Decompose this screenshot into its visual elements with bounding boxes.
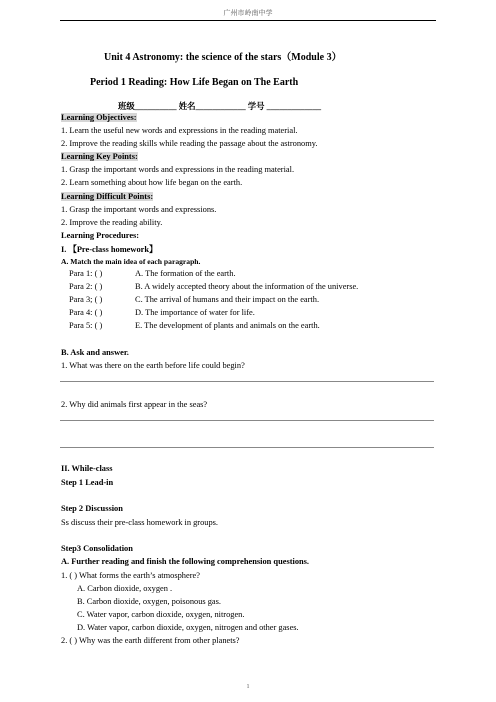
unit-title: Unit 4 Astronomy: the science of the stars（Module 3）: [104, 52, 342, 63]
match-option: D. The importance of water for life.: [135, 308, 255, 317]
answer-option: B. Carbon dioxide, oxygen, poisonous gas.: [77, 597, 221, 606]
question-text: 1. What was there on the earth before life could begin?: [61, 361, 245, 370]
key-point-item: 2. Learn something about how life began on the earth.: [61, 178, 243, 187]
question-text: 2. ( ) Why was the earth different from other planets?: [61, 636, 240, 645]
section-two-heading: II. While-class: [61, 464, 113, 473]
step-heading: Step3 Consolidation: [61, 544, 133, 553]
period-title: Period 1 Reading: How Life Began on The Earth: [90, 77, 299, 88]
step-text: Ss discuss their pre-class homework in groups.: [61, 518, 219, 527]
student-info-line: 班级__________ 姓名____________ 学号 _____________: [118, 102, 322, 111]
answer-line: [60, 420, 434, 421]
answer-option: A. Carbon dioxide, oxygen .: [77, 584, 173, 593]
match-para-label: Para 3; ( ): [69, 295, 103, 304]
step-heading: Step 2 Discussion: [61, 504, 123, 513]
answer-line: [60, 381, 434, 382]
answer-line: [60, 447, 434, 448]
answer-option: C. Water vapor, carbon dioxide, oxygen, nitrogen.: [77, 610, 245, 619]
difficult-point-item: 2. Improve the reading ability.: [61, 218, 163, 227]
match-option: E. The development of plants and animals on the earth.: [135, 321, 320, 330]
match-para-label: Para 1: ( ): [69, 269, 103, 278]
answer-option: D. Water vapor, carbon dioxide, oxygen, nitrogen and other gases.: [77, 623, 299, 632]
difficult-point-item: 1. Grasp the important words and expressions.: [61, 205, 217, 214]
match-option: C. The arrival of humans and their impact on the earth.: [135, 295, 320, 304]
match-para-label: Para 2: ( ): [69, 282, 103, 291]
step-heading: Step 1 Lead-in: [61, 478, 114, 487]
key-points-heading: Learning Key Points:: [61, 152, 138, 161]
objectives-heading: Learning Objectives:: [61, 113, 137, 122]
objective-item: 1. Learn the useful new words and expressions in the reading material.: [61, 126, 298, 135]
key-point-item: 1. Grasp the important words and expressions in the reading material.: [61, 165, 295, 174]
objective-item: 2. Improve the reading skills while reading the passage about the astronomy.: [61, 139, 318, 148]
match-option: A. The formation of the earth.: [135, 269, 236, 278]
question-text: 2. Why did animals first appear in the seas?: [61, 400, 208, 409]
match-option: B. A widely accepted theory about the information of the universe.: [135, 282, 359, 291]
header-divider: [60, 20, 436, 21]
comprehension-heading: A. Further reading and finish the following comprehension questions.: [61, 557, 310, 566]
page-number: 1: [246, 684, 250, 690]
question-text: 1. ( ) What forms the earth’s atmosphere?: [61, 571, 200, 580]
procedures-heading: Learning Procedures:: [61, 231, 140, 240]
section-one-heading: I. 【Pre-class homework】: [61, 245, 158, 254]
match-para-label: Para 4: ( ): [69, 308, 103, 317]
match-heading: A. Match the main idea of each paragraph.: [61, 257, 201, 266]
difficult-points-heading: Learning Difficult Points:: [61, 192, 154, 201]
page-header: 广州市岭南中学: [223, 9, 273, 17]
match-para-label: Para 5: ( ): [69, 321, 103, 330]
ask-answer-heading: B. Ask and answer.: [61, 348, 129, 357]
